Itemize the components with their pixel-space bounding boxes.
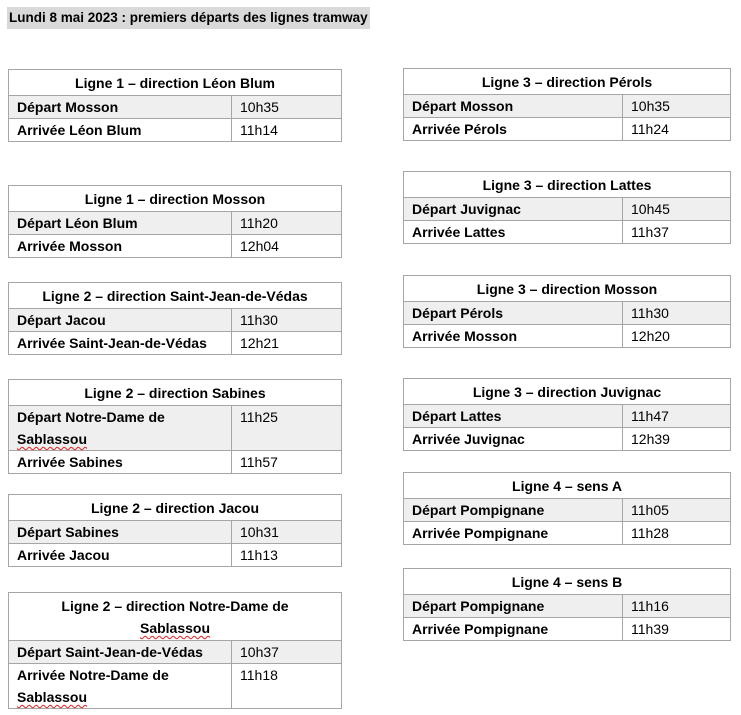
schedule-table-ligne4-sens-a <box>403 472 731 545</box>
station-cell: Départ Pompignane <box>404 595 623 618</box>
schedule-table-ligne3-lattes <box>403 171 731 244</box>
table-header: Ligne 2 – direction Saint-Jean-de-Védas <box>9 283 342 309</box>
station-cell: Arrivée Notre-Dame de Sablassou <box>9 664 232 709</box>
table-header: Ligne 3 – direction Juvignac <box>404 379 731 405</box>
station-cell: Départ Juvignac <box>404 198 623 221</box>
station-cell: Départ Mosson <box>9 96 232 119</box>
time-cell: 12h20 <box>623 325 731 348</box>
station-cell: Arrivée Juvignac <box>404 428 623 451</box>
table-header: Ligne 3 – direction Pérols <box>404 69 731 95</box>
table-header: Ligne 3 – direction Lattes <box>404 172 731 198</box>
time-cell: 12h21 <box>232 332 342 355</box>
table-header: Ligne 4 – sens A <box>404 473 731 499</box>
time-cell: 11h57 <box>232 451 342 474</box>
table-header: Ligne 2 – direction Sabines <box>9 380 342 406</box>
time-cell: 11h25 <box>232 406 342 451</box>
time-cell: 11h28 <box>623 522 731 545</box>
schedule-table-ligne2-notre-dame-de-sablassou <box>8 592 342 709</box>
station-cell: Arrivée Sabines <box>9 451 232 474</box>
time-cell: 10h35 <box>232 96 342 119</box>
time-cell: 10h37 <box>232 641 342 664</box>
station-cell: Départ Sabines <box>9 521 232 544</box>
page-title: Lundi 8 mai 2023 : premiers départs des lignes tramway <box>7 7 370 29</box>
schedule-table-ligne3-juvignac <box>403 378 731 451</box>
schedule-table-ligne2-saint-jean-de-vedas <box>8 282 342 355</box>
time-cell: 11h13 <box>232 544 342 567</box>
time-cell: 11h30 <box>623 302 731 325</box>
table-header: Ligne 1 – direction Léon Blum <box>9 70 342 96</box>
station-cell: Arrivée Pompignane <box>404 618 623 641</box>
schedule-table-ligne4-sens-b <box>403 568 731 641</box>
time-cell: 11h14 <box>232 119 342 142</box>
station-cell: Départ Jacou <box>9 309 232 332</box>
station-cell: Arrivée Lattes <box>404 221 623 244</box>
station-cell: Départ Lattes <box>404 405 623 428</box>
time-cell: 11h47 <box>623 405 731 428</box>
schedule-table-ligne3-perols <box>403 68 731 141</box>
schedule-table-ligne2-sabines <box>8 379 342 474</box>
time-cell: 11h37 <box>623 221 731 244</box>
time-cell: 11h16 <box>623 595 731 618</box>
schedule-table-ligne3-mosson <box>403 275 731 348</box>
time-cell: 10h35 <box>623 95 731 118</box>
time-cell: 11h24 <box>623 118 731 141</box>
schedule-table-ligne2-jacou <box>8 494 342 567</box>
table-header: Ligne 1 – direction Mosson <box>9 186 342 212</box>
schedule-table-ligne1-leon-blum <box>8 69 342 142</box>
station-cell: Arrivée Pompignane <box>404 522 623 545</box>
station-cell: Arrivée Mosson <box>9 235 232 258</box>
table-header: Ligne 2 – direction Notre-Dame de Sablassou <box>9 593 342 641</box>
station-cell: Départ Pérols <box>404 302 623 325</box>
time-cell: 11h30 <box>232 309 342 332</box>
station-cell: Arrivée Saint-Jean-de-Védas <box>9 332 232 355</box>
schedule-table-ligne1-mosson <box>8 185 342 258</box>
station-cell: Arrivée Jacou <box>9 544 232 567</box>
time-cell: 10h45 <box>623 198 731 221</box>
table-header: Ligne 4 – sens B <box>404 569 731 595</box>
time-cell: 12h04 <box>232 235 342 258</box>
time-cell: 12h39 <box>623 428 731 451</box>
time-cell: 11h39 <box>623 618 731 641</box>
station-cell: Départ Léon Blum <box>9 212 232 235</box>
station-cell: Départ Pompignane <box>404 499 623 522</box>
table-header: Ligne 2 – direction Jacou <box>9 495 342 521</box>
station-cell: Départ Saint-Jean-de-Védas <box>9 641 232 664</box>
station-cell: Arrivée Mosson <box>404 325 623 348</box>
station-cell: Arrivée Léon Blum <box>9 119 232 142</box>
time-cell: 11h05 <box>623 499 731 522</box>
station-cell: Départ Mosson <box>404 95 623 118</box>
station-cell: Départ Notre-Dame de Sablassou <box>9 406 232 451</box>
time-cell: 11h20 <box>232 212 342 235</box>
table-header: Ligne 3 – direction Mosson <box>404 276 731 302</box>
time-cell: 10h31 <box>232 521 342 544</box>
station-cell: Arrivée Pérols <box>404 118 623 141</box>
time-cell: 11h18 <box>232 664 342 709</box>
